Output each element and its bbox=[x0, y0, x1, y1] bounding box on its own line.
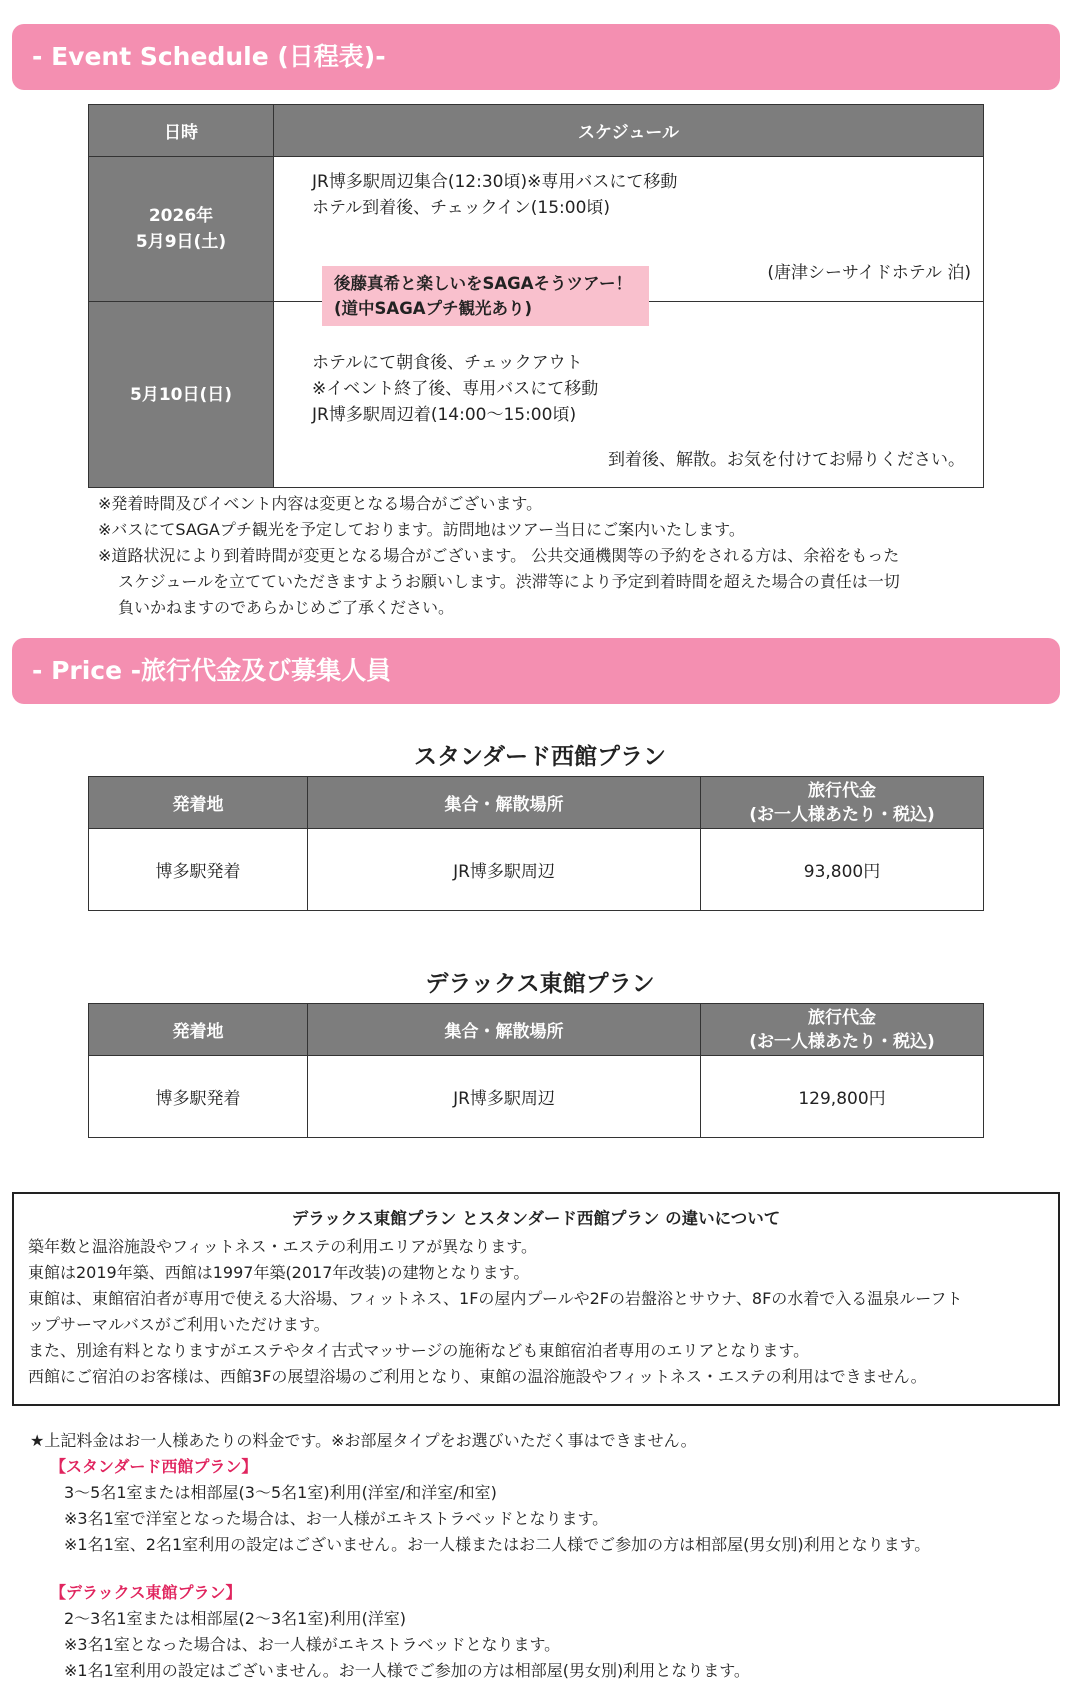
day1-line1: JR博多駅周辺集合(12:30頃)※専用バスにて移動 bbox=[312, 172, 678, 192]
header-meeting: 集合・解散場所 bbox=[308, 777, 701, 829]
header-price-sub: (お一人様あたり・税込) bbox=[749, 1031, 935, 1052]
standard-note-line: ※1名1室、2名1室利用の設定はございません。お一人様またはお二人様でご参加の方は相部屋(男女別)利用となります。 bbox=[64, 1535, 931, 1554]
meeting-cell: JR博多駅周辺 bbox=[308, 829, 701, 911]
day2-date: 5月10日(日) bbox=[129, 384, 233, 405]
plan-title-deluxe: デラックス東館プラン bbox=[425, 971, 655, 997]
note-line: ※バスにてSAGAプチ観光を予定しております。訪問地はツアー当日にご案内いたします。 bbox=[98, 520, 745, 539]
difference-line: また、別途有料となりますがエステやタイ古式マッサージの施術なども東館宿泊者専用のエリアとなります。 bbox=[28, 1341, 810, 1360]
price-banner: - Price -旅行代金及び募集人員 bbox=[12, 638, 1060, 704]
tour-highlight-tag bbox=[322, 266, 649, 326]
day2-date-cell bbox=[89, 302, 274, 488]
schedule-banner: - Event Schedule (日程表)- bbox=[12, 24, 1060, 90]
header-price-label: 旅行代金 bbox=[808, 1007, 876, 1028]
difference-line: 東館は、東館宿泊者が専用で使える大浴場、フィットネス、1Fの屋内プールや2Fの岩盤浴とサウナ、8Fの水着で入る温泉ルーフト bbox=[28, 1289, 963, 1308]
price-cell: 93,800円 bbox=[701, 829, 984, 911]
room-notes bbox=[30, 1428, 1070, 1684]
tour-tag-line2: (道中SAGAプチ観光あり) bbox=[334, 299, 533, 318]
tour-tag-line1: 後藤真希と楽しいをSAGAそうツアー！ bbox=[334, 274, 632, 293]
header-price-sub: (お一人様あたり・税込) bbox=[749, 804, 935, 825]
difference-title: デラックス東館プラン とスタンダード西館プラン の違いについて bbox=[291, 1209, 781, 1228]
standard-plan-heading: 【スタンダード西館プラン】 bbox=[50, 1457, 258, 1476]
difference-line: ップサーマルバスがご利用いただけます。 bbox=[28, 1315, 330, 1334]
deluxe-plan-heading: 【デラックス東館プラン】 bbox=[50, 1583, 242, 1602]
note-line: スケジュールを立てていただきますようお願いします。渋滞等により予定到着時間を超えた場合の責任は一切 bbox=[118, 572, 900, 591]
deluxe-note-line: ※1名1室利用の設定はございません。お一人様でご参加の方は相部屋(男女別)利用となります。 bbox=[64, 1661, 750, 1680]
plan-title-standard: スタンダード西館プラン bbox=[413, 744, 667, 770]
day2-end: 到着後、解散。お気を付けてお帰りください。 bbox=[608, 450, 965, 470]
header-departure: 発着地 bbox=[89, 1004, 308, 1056]
deluxe-note-line: 2～3名1室または相部屋(2～3名1室)利用(洋室) bbox=[64, 1609, 407, 1628]
header-price bbox=[701, 1004, 984, 1056]
header-meeting: 集合・解散場所 bbox=[308, 1004, 701, 1056]
plan-difference-box bbox=[12, 1192, 1060, 1406]
standard-note-line: 3～5名1室または相部屋(3～5名1室)利用(洋室/和洋室/和室) bbox=[64, 1483, 497, 1502]
meeting-cell: JR博多駅周辺 bbox=[308, 1056, 701, 1138]
departure-cell: 博多駅発着 bbox=[89, 1056, 308, 1138]
difference-line: 西館にご宿泊のお客様は、西館3Fの展望浴場のご利用となり、東館の温浴施設やフィットネス・エステの利用はできません。 bbox=[28, 1367, 927, 1386]
price-table-standard bbox=[88, 776, 984, 911]
day2-line1: ホテルにて朝食後、チェックアウト bbox=[312, 353, 583, 373]
day1-date: 5月9日(土) bbox=[135, 232, 227, 252]
price-table-deluxe bbox=[88, 1003, 984, 1138]
note-line: ※道路状況により到着時間が変更となる場合がございます。 公共交通機関等の予約をされる方は、余裕をもった bbox=[98, 546, 900, 565]
header-price bbox=[701, 777, 984, 829]
header-schedule: スケジュール bbox=[274, 105, 984, 157]
note-line: ※発着時間及びイベント内容は変更となる場合がございます。 bbox=[98, 494, 543, 513]
standard-note-line: ※3名1室で洋室となった場合は、お一人様がエキストラベッドとなります。 bbox=[64, 1509, 609, 1528]
room-notes-intro: ★上記料金はお一人様あたりの料金です。※お部屋タイプをお選びいただく事はできません。 bbox=[30, 1431, 697, 1450]
difference-line: 築年数と温浴施設やフィットネス・エステの利用エリアが異なります。 bbox=[28, 1237, 537, 1256]
header-departure: 発着地 bbox=[89, 777, 308, 829]
day1-stay: (唐津シーサイドホテル 泊) bbox=[767, 263, 971, 283]
day1-line2: ホテル到着後、チェックイン(15:00頃) bbox=[312, 198, 611, 218]
header-price-label: 旅行代金 bbox=[808, 780, 876, 801]
departure-cell: 博多駅発着 bbox=[89, 829, 308, 911]
day2-line2: ※イベント終了後、専用バスにて移動 bbox=[312, 379, 599, 399]
day1-year: 2026年 bbox=[148, 206, 214, 226]
day2-line3: JR博多駅周辺着(14:00～15:00頃) bbox=[312, 405, 577, 425]
header-date: 日時 bbox=[89, 105, 274, 157]
note-line: 負いかねますのであらかじめご了承ください。 bbox=[118, 598, 455, 617]
schedule-notes bbox=[98, 491, 998, 621]
price-cell: 129,800円 bbox=[701, 1056, 984, 1138]
day1-date-cell bbox=[89, 157, 274, 302]
deluxe-note-line: ※3名1室となった場合は、お一人様がエキストラベッドとなります。 bbox=[64, 1635, 561, 1654]
difference-line: 東館は2019年築、西館は1997年築(2017年改装)の建物となります。 bbox=[28, 1263, 530, 1282]
day2-schedule-cell bbox=[274, 302, 984, 488]
